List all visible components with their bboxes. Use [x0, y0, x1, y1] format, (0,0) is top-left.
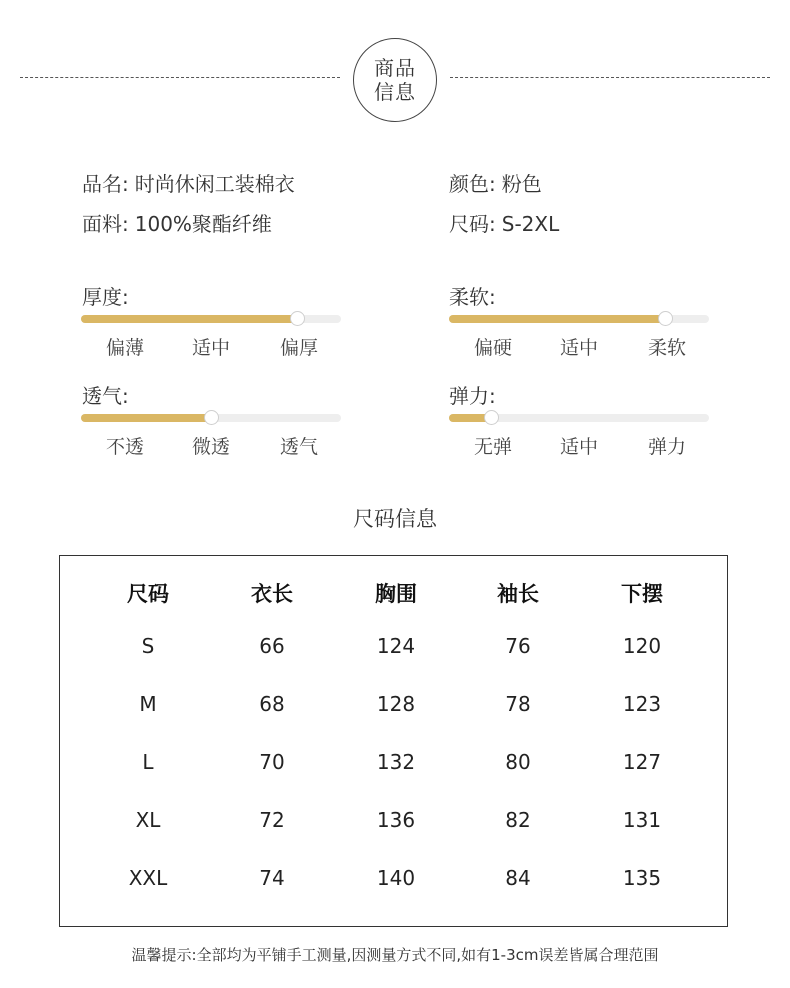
size-cell: XL: [135, 808, 161, 832]
chest-cell: 124: [376, 634, 416, 658]
product-name-label: 品名:: [82, 172, 129, 196]
softness-track: [449, 315, 709, 323]
badge-line1: 商品: [374, 56, 416, 80]
length-cell: 66: [259, 634, 285, 658]
size-range-value: S-2XL: [501, 212, 560, 236]
chest-column-header: 胸围: [375, 582, 417, 606]
softness-fill: [449, 315, 665, 323]
hem-cell: 123: [622, 692, 662, 716]
chest-cell: 136: [376, 808, 416, 832]
color-value: 粉色: [501, 172, 542, 196]
tick-label: 适中: [559, 436, 598, 458]
color-label: 颜色:: [449, 172, 496, 196]
softness-label: 柔软:: [449, 285, 496, 309]
product-name-row: [82, 168, 295, 197]
breathability-track: [81, 414, 341, 422]
softness-ticks: [449, 333, 709, 359]
chest-cell: 140: [376, 866, 416, 890]
tick-label: 偏硬: [473, 337, 512, 359]
sleeve-cell: 82: [505, 808, 531, 832]
material-label: 面料:: [82, 212, 129, 236]
sleeve-cell: 84: [505, 866, 531, 890]
breathability-fill: [81, 414, 211, 422]
elasticity-knob: [484, 410, 499, 425]
length-cell: 68: [259, 692, 285, 716]
hem-cell: 127: [622, 750, 662, 774]
size-cell: XXL: [128, 866, 168, 890]
thickness-label: 厚度:: [82, 285, 129, 309]
tick-label: 透气: [279, 436, 318, 458]
material-row: [82, 208, 272, 237]
softness-knob: [658, 311, 673, 326]
tick-label: 偏薄: [105, 337, 144, 359]
hem-cell: 135: [622, 866, 662, 890]
size-range-label: 尺码:: [449, 212, 496, 236]
tick-label: 不透: [105, 436, 144, 458]
tick-label: 微透: [191, 436, 230, 458]
tick-label: 偏厚: [279, 337, 318, 359]
product-info-badge: [353, 38, 437, 122]
sleeve-cell: 78: [505, 692, 531, 716]
tick-label: 适中: [191, 337, 230, 359]
size-table: [59, 555, 728, 927]
tick-label: 弹力: [647, 436, 686, 458]
size-cell: S: [141, 634, 155, 658]
size-cell: M: [139, 692, 157, 716]
elasticity-track: [449, 414, 709, 422]
product-name-value: 时尚休闲工装棉衣: [134, 172, 295, 196]
thickness-fill: [81, 315, 297, 323]
tick-label: 无弹: [473, 436, 512, 458]
length-column-header: 衣长: [251, 582, 293, 606]
hem-cell: 131: [622, 808, 662, 832]
size-range-row: [449, 208, 559, 237]
breathability-ticks: [81, 432, 341, 458]
size-cell: L: [142, 750, 154, 774]
size-column-header: 尺码: [127, 582, 169, 606]
chest-cell: 128: [376, 692, 416, 716]
color-row: [449, 168, 542, 197]
right-divider: [450, 77, 770, 78]
thickness-knob: [290, 311, 305, 326]
breathability-label: 透气:: [82, 384, 129, 408]
sleeve-cell: 80: [505, 750, 531, 774]
tick-label: 柔软: [647, 337, 686, 359]
size-info-title: 尺码信息: [353, 507, 437, 531]
elasticity-label: 弹力:: [449, 384, 496, 408]
hem-column-header: 下摆: [621, 582, 663, 606]
length-cell: 72: [259, 808, 285, 832]
length-cell: 70: [259, 750, 285, 774]
left-divider: [20, 77, 340, 78]
thickness-track: [81, 315, 341, 323]
breathability-knob: [204, 410, 219, 425]
material-value: 100%聚酯纤维: [134, 212, 272, 236]
measurement-note: 温馨提示:全部均为平铺手工测量,因测量方式不同,如有1-3cm误差皆属合理范围: [131, 946, 659, 964]
thickness-ticks: [81, 333, 341, 359]
sleeve-cell: 76: [505, 634, 531, 658]
badge-line2: 信息: [374, 80, 416, 104]
tick-label: 适中: [559, 337, 598, 359]
sleeve-column-header: 袖长: [497, 582, 539, 606]
hem-cell: 120: [622, 634, 662, 658]
length-cell: 74: [259, 866, 285, 890]
chest-cell: 132: [376, 750, 416, 774]
elasticity-ticks: [449, 432, 709, 458]
